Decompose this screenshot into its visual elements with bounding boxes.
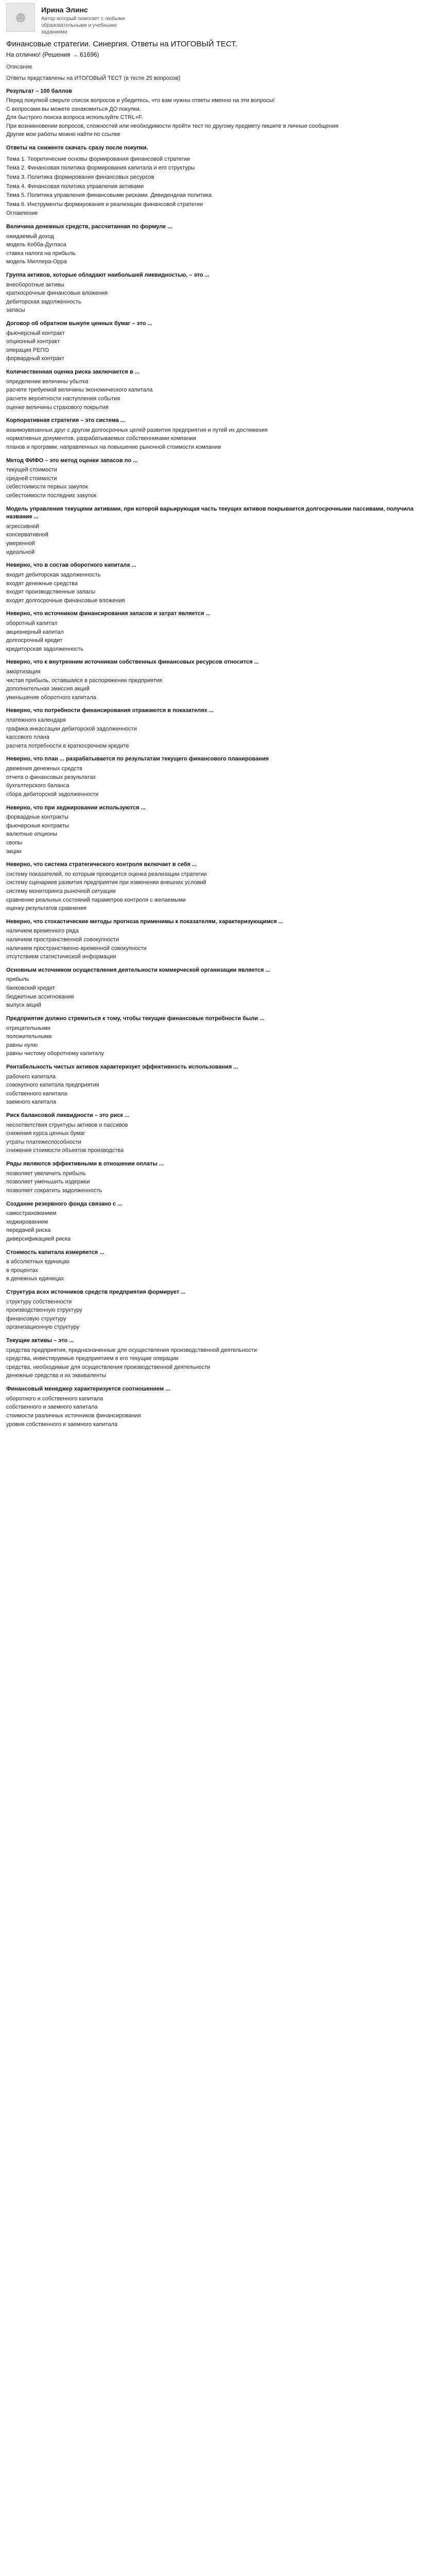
answer-option: наличием временного ряда xyxy=(6,928,79,935)
question-text: Создание резервного фонда связано с ... xyxy=(6,1200,123,1207)
question-block xyxy=(6,755,430,799)
question-text: Рентабельность чистых активов характеризует эффективность использования ... xyxy=(6,1063,238,1070)
question-block xyxy=(6,1160,430,1195)
answer-option: оценке величины страхового покрытия xyxy=(6,404,109,411)
answer-option: акции xyxy=(6,848,22,855)
answer-option: опционный контракт xyxy=(6,338,60,345)
answer-option: средства, необходимые для осуществления производственной деятельности xyxy=(6,1364,211,1370)
question-block xyxy=(6,967,430,1010)
question-block xyxy=(6,1249,430,1283)
intro-line: Другие мои работы можно найти по ссылке xyxy=(6,131,120,138)
toc-item: Тема 4. Финансовая политика управления активами xyxy=(6,183,144,190)
answer-option: передачей риска xyxy=(6,1227,51,1234)
question-text: Неверно, что потребности финансирования отражаются в показателях ... xyxy=(6,707,214,714)
answer-option: расчета потребности в краткосрочном кредите xyxy=(6,742,129,749)
answer-option: снижения стоимости объектов производства xyxy=(6,1147,124,1154)
question-block xyxy=(6,1385,430,1429)
answer-option: чистая прибыль, оставшаяся в распоряжении предприятия xyxy=(6,677,163,684)
answer-option: идеальной xyxy=(6,549,35,555)
question-text: Основным источником осуществления деятельности коммерческой организации является ... xyxy=(6,967,270,973)
answer-option: ожидаемый доход xyxy=(6,233,54,240)
question-text: Метод ФИФО – это метод оценки запасов по ... xyxy=(6,457,138,464)
intro-line: С вопросами вы можете ознакомиться ДО покупки. xyxy=(6,106,141,112)
intro-line: Результат – 100 баллов xyxy=(6,88,72,95)
answer-option: дебиторская задолженность xyxy=(6,298,81,305)
question-block xyxy=(6,1015,430,1058)
answer-option: валютные опционы xyxy=(6,831,58,838)
author-avatar[interactable] xyxy=(6,3,35,32)
answer-option: сбора дебиторской задолженности xyxy=(6,791,99,798)
answer-option: кредиторская задолженность xyxy=(6,646,84,652)
question-text: Финансовый менеджер характеризуется соотношением ... xyxy=(6,1386,170,1393)
answer-option: долгосрочный кредит xyxy=(6,637,63,644)
answer-option: нормативных документов, разрабатываемых собственниками компании xyxy=(6,435,196,442)
answer-option: в процентах xyxy=(6,1267,38,1274)
intro-line: Перед покупкой сверьте список вопросов и убедитесь, что вам нужны ответы именно на эти вопросы! xyxy=(6,97,275,104)
answer-option: запасы xyxy=(6,307,25,314)
answer-option: средства, инвестируемые предприятием в его текущие операции xyxy=(6,1355,179,1362)
answer-option: заемного капитала xyxy=(6,1099,56,1106)
question-block xyxy=(6,1112,430,1155)
question-text: Неверно, что план ... разрабатывается по результатам текущего финансового планирования xyxy=(6,756,269,762)
answer-option: систему сценариев развития предприятия при изменении внешних условий xyxy=(6,879,206,886)
answer-option: средства предприятия, предназначенные для осуществления производственной деятельности xyxy=(6,1347,257,1353)
answer-option: акционерный капитал xyxy=(6,629,64,635)
answer-option: позволяет уменьшить издержки xyxy=(6,1179,90,1185)
answer-option: амортизация xyxy=(6,668,41,675)
answer-option: платежного календаря xyxy=(6,717,66,724)
answer-option: уменьшение оборотного капитала xyxy=(6,694,96,701)
toc-item: Тема 6. Инструменты формирования и реализации финансовой стратегии xyxy=(6,201,203,208)
answer-option: наличием пространственно-временной совокупности xyxy=(6,945,147,952)
answer-option: входят производственные запасы xyxy=(6,589,96,596)
question-text: Модель управления текущими активами, при которой варьирующая часть текущих активов покрывается долгосрочными пассивами, получила название ... xyxy=(6,505,414,520)
answer-option: умеренной xyxy=(6,540,35,547)
question-text: Неверно, что в состав оборотного капитала ... xyxy=(6,562,136,569)
answer-option: в абсолютных единицах xyxy=(6,1259,70,1265)
user-icon: ☻ xyxy=(12,8,29,26)
answer-option: входит дебиторская задолженность xyxy=(6,571,101,578)
answer-option: свопы xyxy=(6,839,23,846)
answer-option: определении величины убытка xyxy=(6,378,89,385)
question-block xyxy=(6,562,430,605)
answer-option: агрессивной xyxy=(6,523,39,530)
question-text: Неверно, что к внутренним источникам собственных финансовых ресурсов относится ... xyxy=(6,659,259,666)
answer-option: несоответствия структуры активов и пассивов xyxy=(6,1122,128,1128)
answer-option: себестоимости первых закупок xyxy=(6,484,88,490)
question-block xyxy=(6,272,430,315)
answer-option: оборотный капитал xyxy=(6,620,58,626)
answer-option: равны чистому оборотному капиталу xyxy=(6,1050,104,1057)
answer-option: собственного и заемного капитала xyxy=(6,1404,98,1411)
answer-option: оценку результатов сравнения xyxy=(6,905,87,912)
question-text: Структура всех источников средств предприятия формирует ... xyxy=(6,1289,186,1295)
answer-option: фьючерсные контракты xyxy=(6,822,69,829)
answer-option: оборотного и собственного капитала xyxy=(6,1395,103,1402)
answer-option: расчете вероятности наступления события xyxy=(6,395,120,402)
answer-option: в денежных единицах xyxy=(6,1276,64,1282)
answer-option: прибыль xyxy=(6,976,29,983)
question-block xyxy=(6,610,430,653)
question-text: Корпоративная стратегия – это система ... xyxy=(6,417,125,424)
answer-option: себестоимости последних закупок xyxy=(6,493,97,499)
author-name[interactable]: Ирина Элинс xyxy=(41,6,88,14)
answer-option: отсутствием статистической информации xyxy=(6,954,116,960)
toc-item: Тема 1. Теоретические основы формирования финансовой стратегии xyxy=(6,156,190,162)
answer-option: наличием пространственной совокупности xyxy=(6,937,119,943)
answer-option: снижения курса ценных бумаг xyxy=(6,1130,85,1137)
intro-line: Для быстрого поиска вопроса используйте CTRL+F. xyxy=(6,114,143,121)
intro-section xyxy=(6,75,430,152)
answer-option: движения денежных средств xyxy=(6,766,82,772)
question-block xyxy=(6,918,430,961)
answer-option: дополнительная эмиссия акций xyxy=(6,686,90,692)
description-label: Описание xyxy=(6,64,32,71)
answer-option: средней стоимости xyxy=(6,475,57,482)
question-block xyxy=(6,1337,430,1380)
questions-list xyxy=(6,223,430,1429)
answer-option: банковский кредит xyxy=(6,985,56,992)
answer-option: фьючерсный контракт xyxy=(6,330,65,336)
question-block xyxy=(6,1289,430,1332)
answer-option: финансовую структуру xyxy=(6,1315,66,1322)
answer-option: сравнение реальных состояний параметров контроля с желаемыми xyxy=(6,896,186,903)
answer-option: операция РЕПО xyxy=(6,347,49,353)
question-text: Текущие активы – это ... xyxy=(6,1337,74,1344)
author-card xyxy=(6,3,430,36)
question-block xyxy=(6,223,430,266)
question-text: Неверно, что стохастические методы прогноза применимы к показателям, характеризующимся ... xyxy=(6,918,284,925)
answer-option: утраты платежеспособности xyxy=(6,1139,81,1145)
answer-option: систему показателей, по которым проводится оценка реализации стратегии xyxy=(6,871,207,877)
answer-option: расчете требуемой величины экономического капитала xyxy=(6,387,153,394)
answer-option: позволяет увеличить прибыль xyxy=(6,1170,86,1177)
answer-option: выпуск акций xyxy=(6,1002,41,1009)
answer-option: форвардные контракты xyxy=(6,814,68,821)
answer-option: уровня собственного и заемного капитала xyxy=(6,1421,118,1428)
question-text: Величина денежных средств, рассчитанная по формуле ... xyxy=(6,223,172,230)
intro-line: При возникновении вопросов, сложностей или необходимости пройти тест по другому предмету пишите в личные сообщения xyxy=(6,123,339,129)
answer-option: входят долгосрочные финансовые вложения xyxy=(6,597,125,604)
question-block xyxy=(6,417,430,451)
answer-option: краткосрочные финансовые вложения xyxy=(6,290,108,297)
question-text: Договор об обратном выкупе ценных бумаг – это ... xyxy=(6,320,152,327)
answer-option: производственную структуру xyxy=(6,1307,82,1314)
toc-item: Тема 2. Финансовая политика формирования капитала и его структуры xyxy=(6,165,195,172)
answer-option: бюджетные ассигнования xyxy=(6,993,74,1000)
question-block xyxy=(6,804,430,856)
answer-option: равны нулю xyxy=(6,1042,38,1048)
question-block xyxy=(6,368,430,412)
author-info xyxy=(41,3,134,36)
answer-option: хеджированием xyxy=(6,1218,48,1225)
question-block xyxy=(6,707,430,750)
answer-option: самострахованием xyxy=(6,1210,57,1217)
answer-option: стоимости различных источников финансирования xyxy=(6,1412,141,1419)
question-block xyxy=(6,658,430,702)
answer-option: отчета о финансовых результатах xyxy=(6,774,96,781)
answer-option: позволяет сократить задолженность xyxy=(6,1187,102,1194)
page-subtitle: На отлично! (Решения → 61696) xyxy=(6,51,99,59)
answer-option: структуру собственности xyxy=(6,1298,72,1305)
answer-option: модель Кобба-Дугласа xyxy=(6,242,66,248)
question-text: Группа активов, которые обладают наибольшей ликвидностью, – это ... xyxy=(6,272,210,278)
answer-option: графика инкассации дебиторской задолженности xyxy=(6,725,137,732)
question-text: Риск балансовой ликвидности – это риск ... xyxy=(6,1112,130,1119)
answer-option: текущей стоимости xyxy=(6,467,57,473)
answer-option: диверсификацией риска xyxy=(6,1235,71,1242)
answer-option: форвардный контракт xyxy=(6,355,64,362)
question-block xyxy=(6,1200,430,1244)
question-text: Ряды являются эффективными в отношении оплаты ... xyxy=(6,1161,164,1167)
question-text: Предприятие должно стремиться к тому, чтобы текущие финансовые потребности были ... xyxy=(6,1015,265,1022)
question-text: Неверно, что система стратегического контроля включает в себя ... xyxy=(6,861,197,868)
answer-option: денежные средства и их эквиваленты xyxy=(6,1372,107,1379)
toc-item: Оглавление xyxy=(6,210,38,217)
answer-option: планов и программ, направленных на повышение рыночной стоимости компании xyxy=(6,444,221,450)
toc-item: Тема 3. Политика формирования финансовых ресурсов xyxy=(6,174,154,180)
question-block xyxy=(6,861,430,913)
answer-option: собственного капитала xyxy=(6,1090,67,1097)
author-description: Автор который помогает с любыми образовательными и учебными заданиями xyxy=(41,15,125,35)
question-text: Количественная оценка риска заключается в ... xyxy=(6,369,139,376)
page-title: Финансовые стратегии. Синергия. Ответы на ИТОГОВЫЙ ТЕСТ. xyxy=(6,39,237,48)
answer-option: ставка налога на прибыль xyxy=(6,250,76,257)
intro-line: Ответы на сниженте скачать сразу после покупки. xyxy=(6,145,148,151)
answer-option: кассового плана xyxy=(6,734,49,741)
answer-option: консервативной xyxy=(6,532,48,538)
question-block xyxy=(6,1063,430,1107)
question-text: Неверно, что источником финансирования запасов и затрат является ... xyxy=(6,611,211,617)
intro-line: Ответы представлены на ИТОГОВЫЙ ТЕСТ (в тесте 25 вопросов) xyxy=(6,75,181,81)
question-text: Неверно, что при хеджировании используются ... xyxy=(6,804,146,811)
answer-option: модель Миллера-Орра xyxy=(6,259,67,265)
answer-option: внеоборотные активы xyxy=(6,281,64,288)
toc-item: Тема 5. Политика управления финансовыми рисками. Дивидендная политика xyxy=(6,192,212,199)
question-text: Стоимость капитала измеряется ... xyxy=(6,1249,104,1256)
table-of-contents xyxy=(6,156,430,218)
answer-option: бухгалтерского баланса xyxy=(6,783,69,789)
answer-option: рабочего капитала xyxy=(6,1073,56,1080)
answer-option: систему мониторинга рыночной ситуации xyxy=(6,888,116,894)
question-block xyxy=(6,505,430,557)
question-block xyxy=(6,320,430,363)
answer-option: отрицательными xyxy=(6,1025,50,1031)
answer-option: взаимоувязанных друг с другом долгосрочных целей развития предприятия и путей их достижения xyxy=(6,427,268,433)
question-block xyxy=(6,457,430,500)
answer-option: положительными xyxy=(6,1033,52,1040)
answer-option: организационную структуру xyxy=(6,1324,80,1331)
answer-option: совокупного капитала предприятия xyxy=(6,1082,99,1089)
answer-option: входят денежные средства xyxy=(6,580,78,587)
